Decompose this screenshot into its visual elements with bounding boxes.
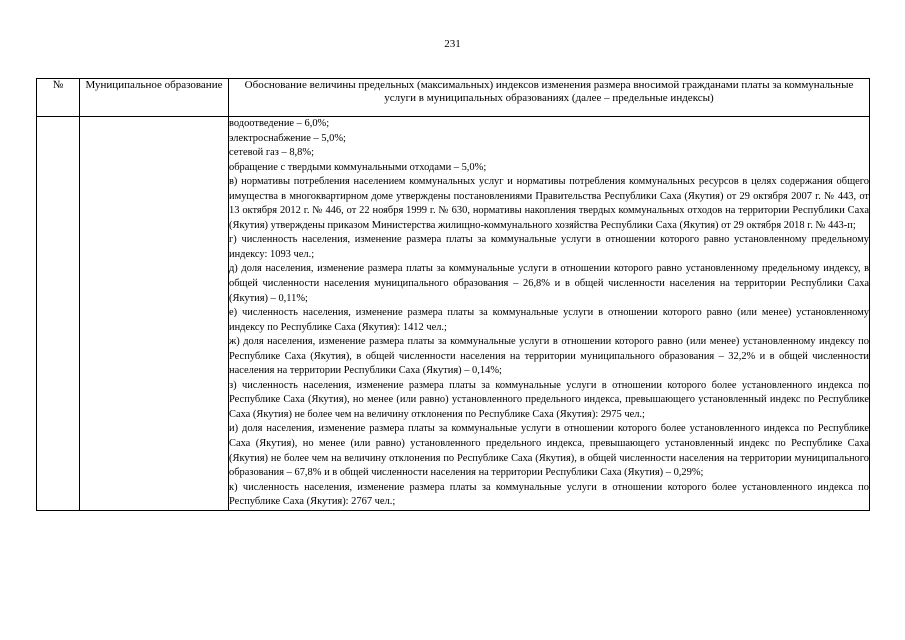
table-header-row (37, 79, 870, 117)
list-item: и) доля населения, изменение размера платы за коммунальные услуги в отношении которого более установленного индекса по Республике Саха (Якутия), но менее (или равно) установленного предельного индекса, превышающего установленный индекс по Республике Саха (Якутия) не более чем на величину отклонения по Республике Саха (Якутия), в общей численности населения на территории муниципального образования – 67,8% и в общей численности населения на территории Республики Саха (Якутия) – 0,29%; (229, 423, 869, 479)
list-item: д) доля населения, изменение размера платы за коммунальные услуги в отношении которого равно установленному предельному индексу, в общей численности населения муниципального образования – 26,8% и в общей численности населения на территории Республики Саха (Якутия) – 0,11%; (229, 263, 869, 304)
list-item: в) нормативы потребления населением коммунальных услуг и нормативы потребления коммунальных ресурсов в целях содержания общего имущества в многоквартирном доме утверждены постановлениями Правительства Республики Саха (Якутия) от 29 октября 2007 г. № 443, от 13 октября 2012 г. № 446, от 22 ноября 1999 г. № 630, нормативы накопления твердых коммунальных отходов на территории Республики Саха (Якутия) утверждены приказом Министерства жилищно-коммунального хозяйства Республики Саха (Якутия) от 29 октября 2018 г. № 443-п; (229, 176, 869, 231)
list-item: сетевой газ – 8,8%; (229, 147, 314, 159)
table-row (37, 117, 870, 511)
basis-cell (229, 117, 870, 511)
page-number: 231 (444, 38, 461, 50)
basis-table (36, 78, 870, 511)
header-basis: Обоснование величины предельных (максимальных) индексов изменения размера вносимой гражданами платы за коммунальные услуги в муниципальных образованиях (далее – предельные индексы) (229, 79, 870, 117)
list-item: водоотведение – 6,0%; (229, 118, 330, 129)
list-item: к) численность населения, изменение размера платы за коммунальные услуги в отношении которого более установленного индекса по Республике Саха (Якутия): 2767 чел.; (229, 481, 869, 508)
list-item: ж) доля населения, изменение размера платы за коммунальные услуги в отношении которого равно (или менее) установленному индексу по Республике Саха (Якутия), в общей численности населения на территории муниципального образования – 32,2% и в общей численности населения на территории Республики Саха (Якутия) – 0,14%; (229, 336, 869, 377)
list-item: г) численность населения, изменение размера платы за коммунальные услуги в отношении которого равно установленному предельному индексу: 1093 чел.; (229, 234, 869, 260)
municipality-cell (80, 117, 229, 511)
list-item: е) численность населения, изменение размера платы за коммунальные услуги в отношении которого равно (или менее) установленному индексу по Республике Саха (Якутия): 1412 чел.; (229, 307, 869, 333)
header-municipality: Муниципальное образование (80, 79, 229, 117)
list-item: з) численность населения, изменение размера платы за коммунальные услуги в отношении которого более установленного индекса по Республике Саха (Якутия), но менее (или равно) установленного предельного индекса, превышающего установленный индекс по Республике Саха (Якутия) не более чем на величину отклонения по Республике Саха (Якутия): 2975 чел.; (229, 379, 869, 420)
list-item: обращение с твердыми коммунальными отходами – 5,0%; (229, 161, 487, 173)
list-item: электроснабжение – 5,0%; (229, 132, 346, 144)
number-cell (37, 117, 80, 511)
header-number: № (37, 79, 80, 117)
